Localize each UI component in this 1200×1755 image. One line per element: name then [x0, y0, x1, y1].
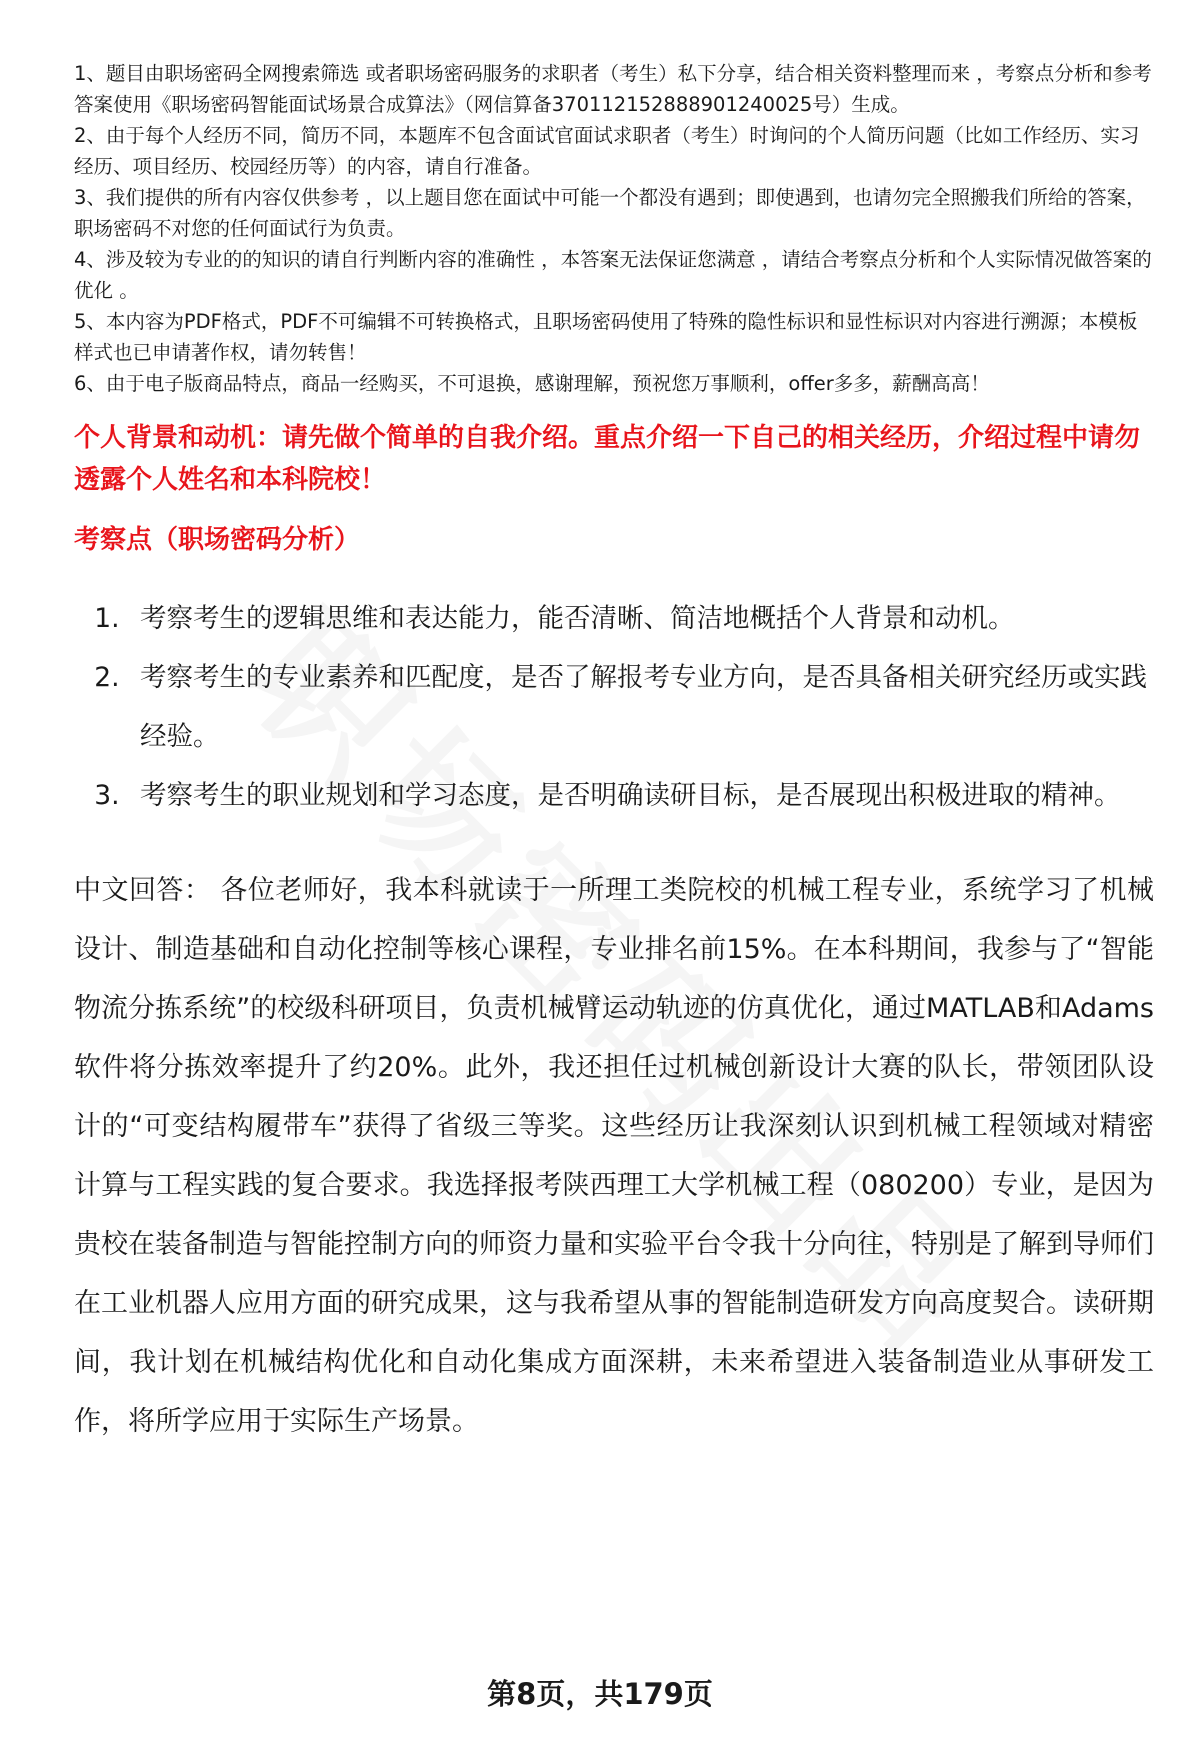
- notice-item: 6、由于电子版商品特点，商品一经购买，不可退换，感谢理解，预祝您万事顺利，offer多多，薪酬高高！: [74, 372, 990, 395]
- notice-list: [74, 58, 1154, 399]
- question-title: 个人背景和动机：请先做个简单的自我介绍。重点介绍一下自己的相关经历，介绍过程中请勿透露个人姓名和本科院校！: [74, 423, 1141, 495]
- notice-item: 4、涉及较为专业的的知识的请自行判断内容的准确性 ，本答案无法保证您满意 ，请结合考察点分析和个人实际情况做答案的优化 。: [74, 248, 1152, 302]
- notice-item: 1、题目由职场密码全网搜索筛选 或者职场密码服务的求职者（考生）私下分享，结合相关资料整理而来 ，考察点分析和参考答案使用《职场密码智能面试场景合成算法》（网信算备370112152888901240025号）生成。: [74, 62, 1152, 116]
- document-page: [74, 58, 1154, 1451]
- page-number: 第8页，共179页: [487, 1677, 713, 1711]
- analysis-points: [74, 589, 1154, 825]
- answer-text: 中文回答： 各位老师好，我本科就读于一所理工类院校的机械工程专业，系统学习了机械设计、制造基础和自动化控制等核心课程，专业排名前15%。在本科期间，我参与了“智能物流分拣系统”的校级科研项目，负责机械臂运动轨迹的仿真优化，通过MATLAB和Adams软件将分拣效率提升了约20%。此外，我还担任过机械创新设计大赛的队长，带领团队设计的“可变结构履带车”获得了省级三等奖。这些经历让我深刻认识到机械工程领域对精密计算与工程实践的复合要求。我选择报考陕西理工大学机械工程（080200）专业，是因为贵校在装备制造与智能控制方向的师资力量和实验平台令我十分向往，特别是了解到导师们在工业机器人应用方面的研究成果，这与我希望从事的智能制造研发方向高度契合。读研期间，我计划在机械结构优化和自动化集成方面深耕，未来希望进入装备制造业从事研发工作，将所学应用于实际生产场景。: [74, 875, 1154, 1437]
- notice-item: 5、本内容为PDF格式，PDF不可编辑不可转换格式，且职场密码使用了特殊的隐性标识和显性标识对内容进行溯源；本模板样式也已申请著作权，请勿转售！: [74, 310, 1138, 364]
- analysis-heading: 考察点（职场密码分析）: [74, 525, 361, 555]
- analysis-point: 2. 考察考生的专业素养和匹配度，是否了解报考专业方向，是否具备相关研究经历或实践经验。: [128, 648, 1154, 766]
- analysis-point: 3. 考察考生的职业规划和学习态度，是否明确读研目标，是否展现出积极进取的精神。: [128, 766, 1154, 825]
- notice-item: 2、由于每个人经历不同，简历不同，本题库不包含面试官面试求职者（考生）时询问的个人简历问题（比如工作经历、实习经历、项目经历、校园经历等）的内容，请自行准备。: [74, 124, 1140, 178]
- notice-item: 3、我们提供的所有内容仅供参考 ，以上题目您在面试中可能一个都没有遇到；即使遇到，也请勿完全照搬我们所给的答案，职场密码不对您的任何面试行为负责。: [74, 186, 1146, 240]
- analysis-point: 1. 考察考生的逻辑思维和表达能力，能否清晰、简洁地概括个人背景和动机。: [128, 589, 1154, 648]
